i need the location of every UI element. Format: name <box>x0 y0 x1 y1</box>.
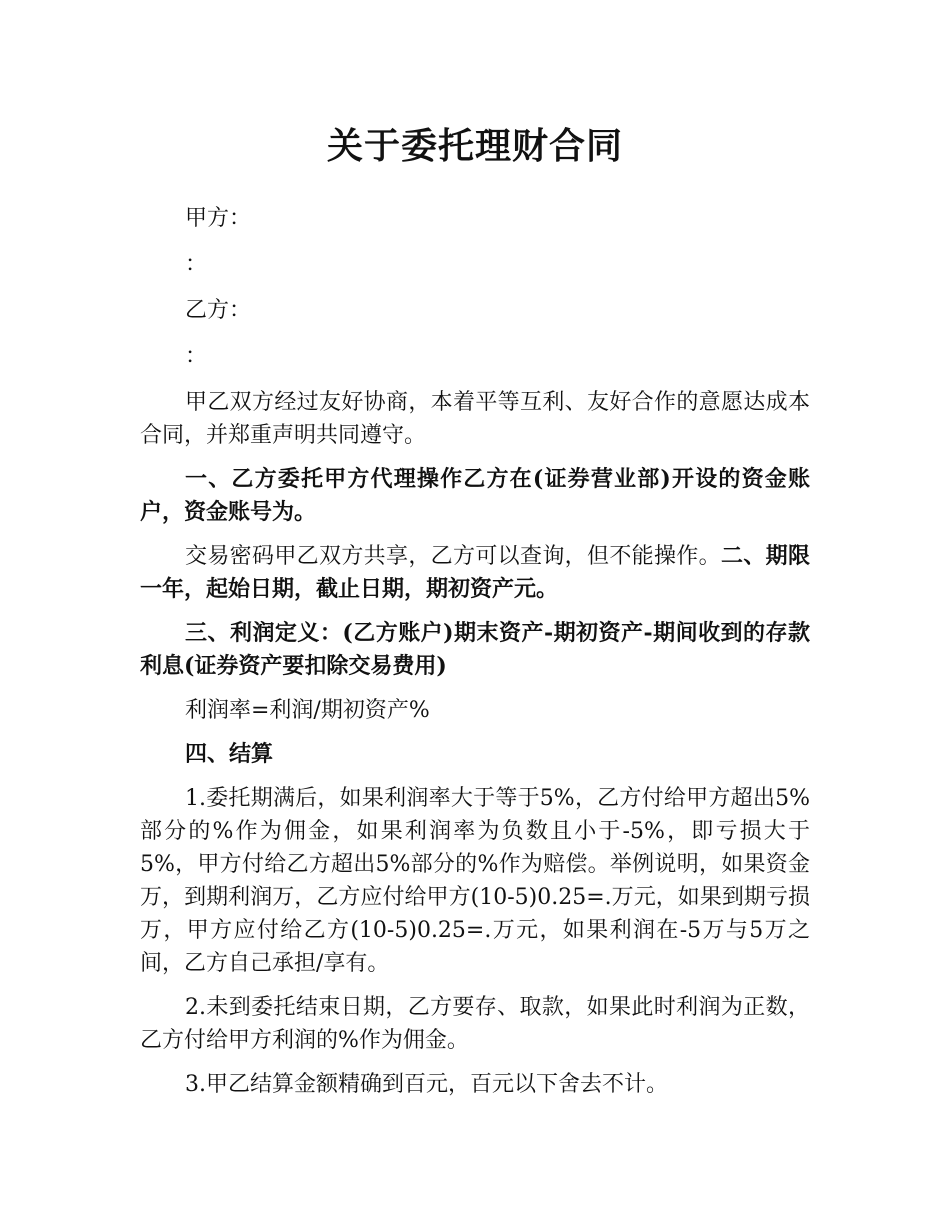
intro-paragraph: 甲乙双方经过友好协商，本着平等互利、友好合作的意愿达成本合同，并郑重声明共同遵守。 <box>140 390 810 448</box>
clause-3-paragraph: 三、利润定义：(乙方账户)期末资产-期初资产-期间收到的存款利息(证券资产要扣除交易费用) <box>140 620 810 679</box>
clause-1-paragraph: 一、乙方委托甲方代理操作乙方在(证券营业部)开设的资金账户，资金账号为。 <box>140 466 810 525</box>
party-b-line: 乙方： <box>185 298 252 323</box>
document-body <box>140 202 810 1112</box>
party-a-colon-line: ： <box>185 252 208 277</box>
settlement-item-3: 3.甲乙结算金额精确到百元，百元以下舍去不计。 <box>185 1072 668 1097</box>
profit-rate-paragraph: 利润率=利润/期初资产% <box>185 698 430 723</box>
document-title: 关于委托理财合同 <box>326 126 623 167</box>
settlement-item-2: 2.未到委托结束日期，乙方要存、取款，如果此时利润为正数，乙方付给甲方利润的%作为佣金。 <box>140 995 810 1053</box>
password-sentence: 交易密码甲乙双方共享，乙方可以查询，但不能操作。 <box>185 544 721 569</box>
clause-4-heading: 四、结算 <box>185 741 274 767</box>
clause-2-sentence: 二、期限一年，起始日期，截止日期，期初资产元。 <box>140 543 810 602</box>
party-a-line: 甲方： <box>185 206 252 231</box>
settlement-item-1: 1.委托期满后，如果利润率大于等于5%，乙方付给甲方超出5%部分的%作为佣金，如果利润率为负数且小于-5%，即亏损大于5%，甲方付给乙方超出5%部分的%作为赔偿。举例说明，如果资金万，到期利润万，乙方应付给甲方(10-5)0.25=.万元，如果到期亏损万，甲方应付给乙方(10-5)0.25=.万元，如果利润在-5万与5万之间，乙方自己承担/享有。 <box>140 786 810 976</box>
password-term-paragraph <box>140 540 810 606</box>
party-b-colon-line: ： <box>185 344 208 369</box>
